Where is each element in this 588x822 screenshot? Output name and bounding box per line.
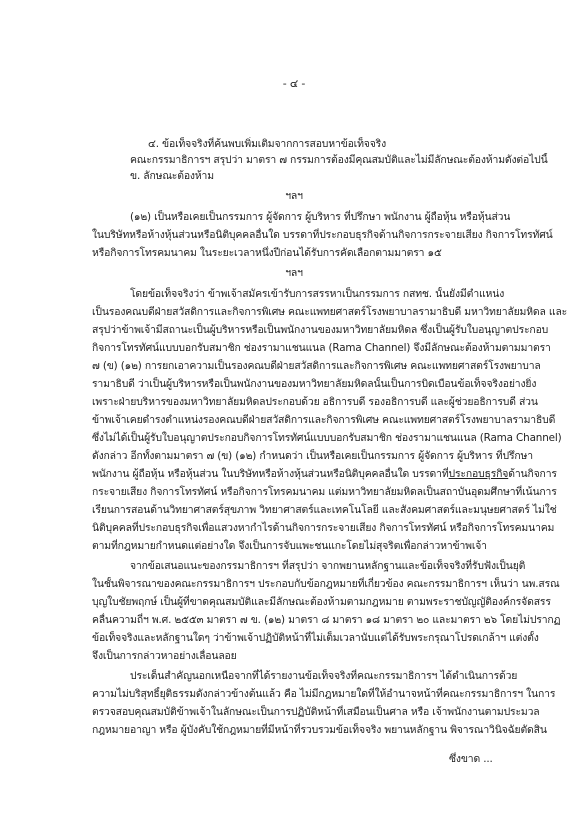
paragraph-line: โดยข้อเท็จจริงว่า ข้าพเจ้าสมัครเข้ารับการสรรหาเป็นกรรมการ กสทช. นั้นยังมีตำแหน่ง	[130, 288, 505, 300]
text-run: ด้านกิจการ	[508, 468, 557, 480]
heading-subtitle: ข. ลักษณะต้องห้าม	[130, 170, 214, 182]
paragraph-line: ในชั้นพิจารณาของคณะกรรมาธิการฯ ประกอบกับข้อกฎหมายที่เกี่ยวข้อง คณะกรรมาธิการฯ เห็นว่า นพ.สรณ	[92, 578, 560, 590]
page-number: - ๔ -	[282, 77, 306, 90]
paragraph-line: ตรวจสอบคุณสมบัติข้าพเจ้าในลักษณะเป็นการปฏิบัติหน้าที่เสมือนเป็นศาล หรือ เจ้าพนักงานตามประมวล	[92, 706, 540, 718]
paragraph-line: ซึ่งไม่ได้เป็นผู้รับใบอนุญาตประกอบกิจการโทรทัศน์แบบบอกรับสมาชิก ช่องรามาแชนแนล (Rama Channel)	[92, 432, 562, 444]
paragraph-line: บุญใบชัยพฤกษ์ เป็นผู้ที่ขาดคุณสมบัติและมีลักษณะต้องห้ามตามกฎหมาย ตามพระราชบัญญัติองค์กรจัดสรร	[92, 596, 551, 608]
paragraph-line: ข้อเท็จจริงและหลักฐานใดๆ ว่าข้าพเจ้าปฏิบัติหน้าที่ไม่เต็มเวลานับแต่ได้รับพระกรุณาโปรดเกล้าฯ แต่งตั้ง	[92, 632, 539, 644]
underlined-term: ประกอบธุรกิจ	[448, 468, 509, 480]
paragraph-line: กฎหมายอาญา หรือ ผู้บังคับใช้กฎหมายที่มีหน้าที่รวบรวมข้อเท็จจริง พยานหลักฐาน พิจารณาวินิจฉัยตัดสิน	[92, 724, 547, 736]
paragraph-line: เรียนการสอนด้านวิทยาศาสตร์สุขภาพ วิทยาศาสตร์และเทคโนโลยี และสังคมศาสตร์และมนุษยศาสตร์ ไม่ใช่	[92, 504, 557, 516]
text-run: พนักงาน ผู้ถือหุ้น หรือหุ้นส่วน ในบริษัทหรือห้างหุ้นส่วนหรือนิติบุคคลอื่นใด บรรดาที่	[92, 468, 449, 480]
heading-summary: คณะกรรมาธิการฯ สรุปว่า มาตรา ๗ กรรมการต้องมีคุณสมบัติและไม่มีลักษณะต้องห้ามดังต่อไปนี้	[130, 154, 548, 166]
paragraph-line: กิจการโทรทัศน์แบบบอกรับสมาชิก ช่องรามาแชนแนล (Rama Channel) จึงมีลักษณะต้องห้ามตามมาตรา	[92, 342, 551, 354]
paragraph-line: ประเด็นสำคัญนอกเหนือจากที่ได้รายงานข้อเท็จจริงที่คณะกรรมาธิการฯ ได้ดำเนินการด้วย	[130, 670, 518, 682]
paragraph-line: กระจายเสียง กิจการโทรทัศน์ หรือกิจการโทรคมนาคม แต่มหาวิทยาลัยมหิดลเป็นสถาบันอุดมศึกษาที่เน้นการ	[92, 486, 557, 498]
clause-line: ในบริษัทหรือห้างหุ้นส่วนหรือนิติบุคคลอื่นใด บรรดาที่ประกอบธุรกิจด้านกิจการกระจายเสียง กิจการโทรทัศน์	[92, 229, 553, 241]
paragraph-line: สรุปว่าข้าพเจ้ามีสถานะเป็นผู้บริหารหรือเป็นพนักงานของมหาวิทยาลัยมหิดล ซึ่งเป็นผู้รับใบอนุญาตประกอบ	[92, 324, 549, 336]
paragraph-line: เพราะฝ่ายบริหารของมหาวิทยาลัยมหิดลประกอบด้วย อธิการบดี รองอธิการบดี และผู้ช่วยอธิการบดี ส่วน	[92, 396, 538, 408]
paragraph-line: ความไม่บริสุทธิ์ยุติธรรมดังกล่าวข้างต้นแล้ว คือ ไม่มีกฎหมายใดที่ให้อำนาจหน้าที่คณะกรรมาธิการฯ ในการ	[92, 688, 556, 700]
paragraph-line: ดังกล่าว อีกทั้งตามมาตรา ๗ (ข) (๑๒) กำหนดว่า เป็นหรือเคยเป็นกรรมการ ผู้จัดการ ผู้บริหาร ที่ปรึกษา	[92, 450, 533, 462]
continuation-note: ซึ่งขาด ...	[449, 753, 493, 765]
clause-line: (๑๒) เป็นหรือเคยเป็นกรรมการ ผู้จัดการ ผู้บริหาร ที่ปรึกษา พนักงาน ผู้ถือหุ้น หรือหุ้นส่วน	[130, 211, 511, 223]
paragraph-line: ๗ (ข) (๑๒) การยกเอาความเป็นรองคณบดีฝ่ายสวัสดิการและกิจการพิเศษ คณะแพทยศาสตร์โรงพยาบาล	[92, 360, 541, 372]
paragraph-line: ข้าพเจ้าเคยดำรงตำแหน่งรองคณบดีฝ่ายสวัสดิการและกิจการพิเศษ คณะแพทยศาสตร์โรงพยาบาลรามาธิบดี	[92, 414, 556, 426]
section-heading: ๔. ข้อเท็จจริงที่ค้นพบเพิ่มเติมจากการสอบหาข้อเท็จจริง	[148, 138, 386, 150]
omission-mark: ฯลฯ	[285, 190, 303, 202]
paragraph-line: นิติบุคคลที่ประกอบธุรกิจเพื่อแสวงหากำไรด้านกิจการกระจายเสียง กิจการโทรทัศน์ หรือกิจการโทรคมนาคม	[92, 522, 555, 534]
paragraph-line: คลื่นความถี่ฯ พ.ศ. ๒๕๕๓ มาตรา ๗ ข. (๑๒) มาตรา ๘ มาตรา ๑๘ มาตรา ๒๐ และมาตรา ๒๖ โดยไม่ปรากฏ	[92, 614, 561, 626]
paragraph-line	[92, 467, 557, 481]
paragraph-line: จากข้อเสนอแนะของกรรมาธิการฯ ที่สรุปว่า จากพยานหลักฐานและข้อเท็จจริงที่รับฟังเป็นยุติ	[130, 560, 526, 572]
clause-line: หรือกิจการโทรคมนาคม ในระยะเวลาหนึ่งปีก่อนได้รับการคัดเลือกตามมาตรา ๑๕	[92, 247, 442, 259]
paragraph-line: รามาธิบดี ว่าเป็นผู้บริหารหรือเป็นพนักงานของมหาวิทยาลัยมหิดลนั้นเป็นการบิดเบือนข้อเท็จจริงอย่างยิ่ง	[92, 378, 537, 390]
paragraph-line: เป็นรองคณบดีฝ่ายสวัสดิการและกิจการพิเศษ คณะแพทยศาสตร์โรงพยาบาลรามาธิบดี มหาวิทยาลัยมหิดล และ	[92, 306, 568, 318]
paragraph-line: จึงเป็นการกล่าวหาอย่างเลื่อนลอย	[92, 650, 237, 662]
omission-mark: ฯลฯ	[285, 267, 303, 279]
paragraph-line: ตามที่กฎหมายกำหนดแต่อย่างใด จึงเป็นการจับแพะชนแกะโดยไม่สุจริตเพื่อกล่าวหาข้าพเจ้า	[92, 540, 487, 552]
